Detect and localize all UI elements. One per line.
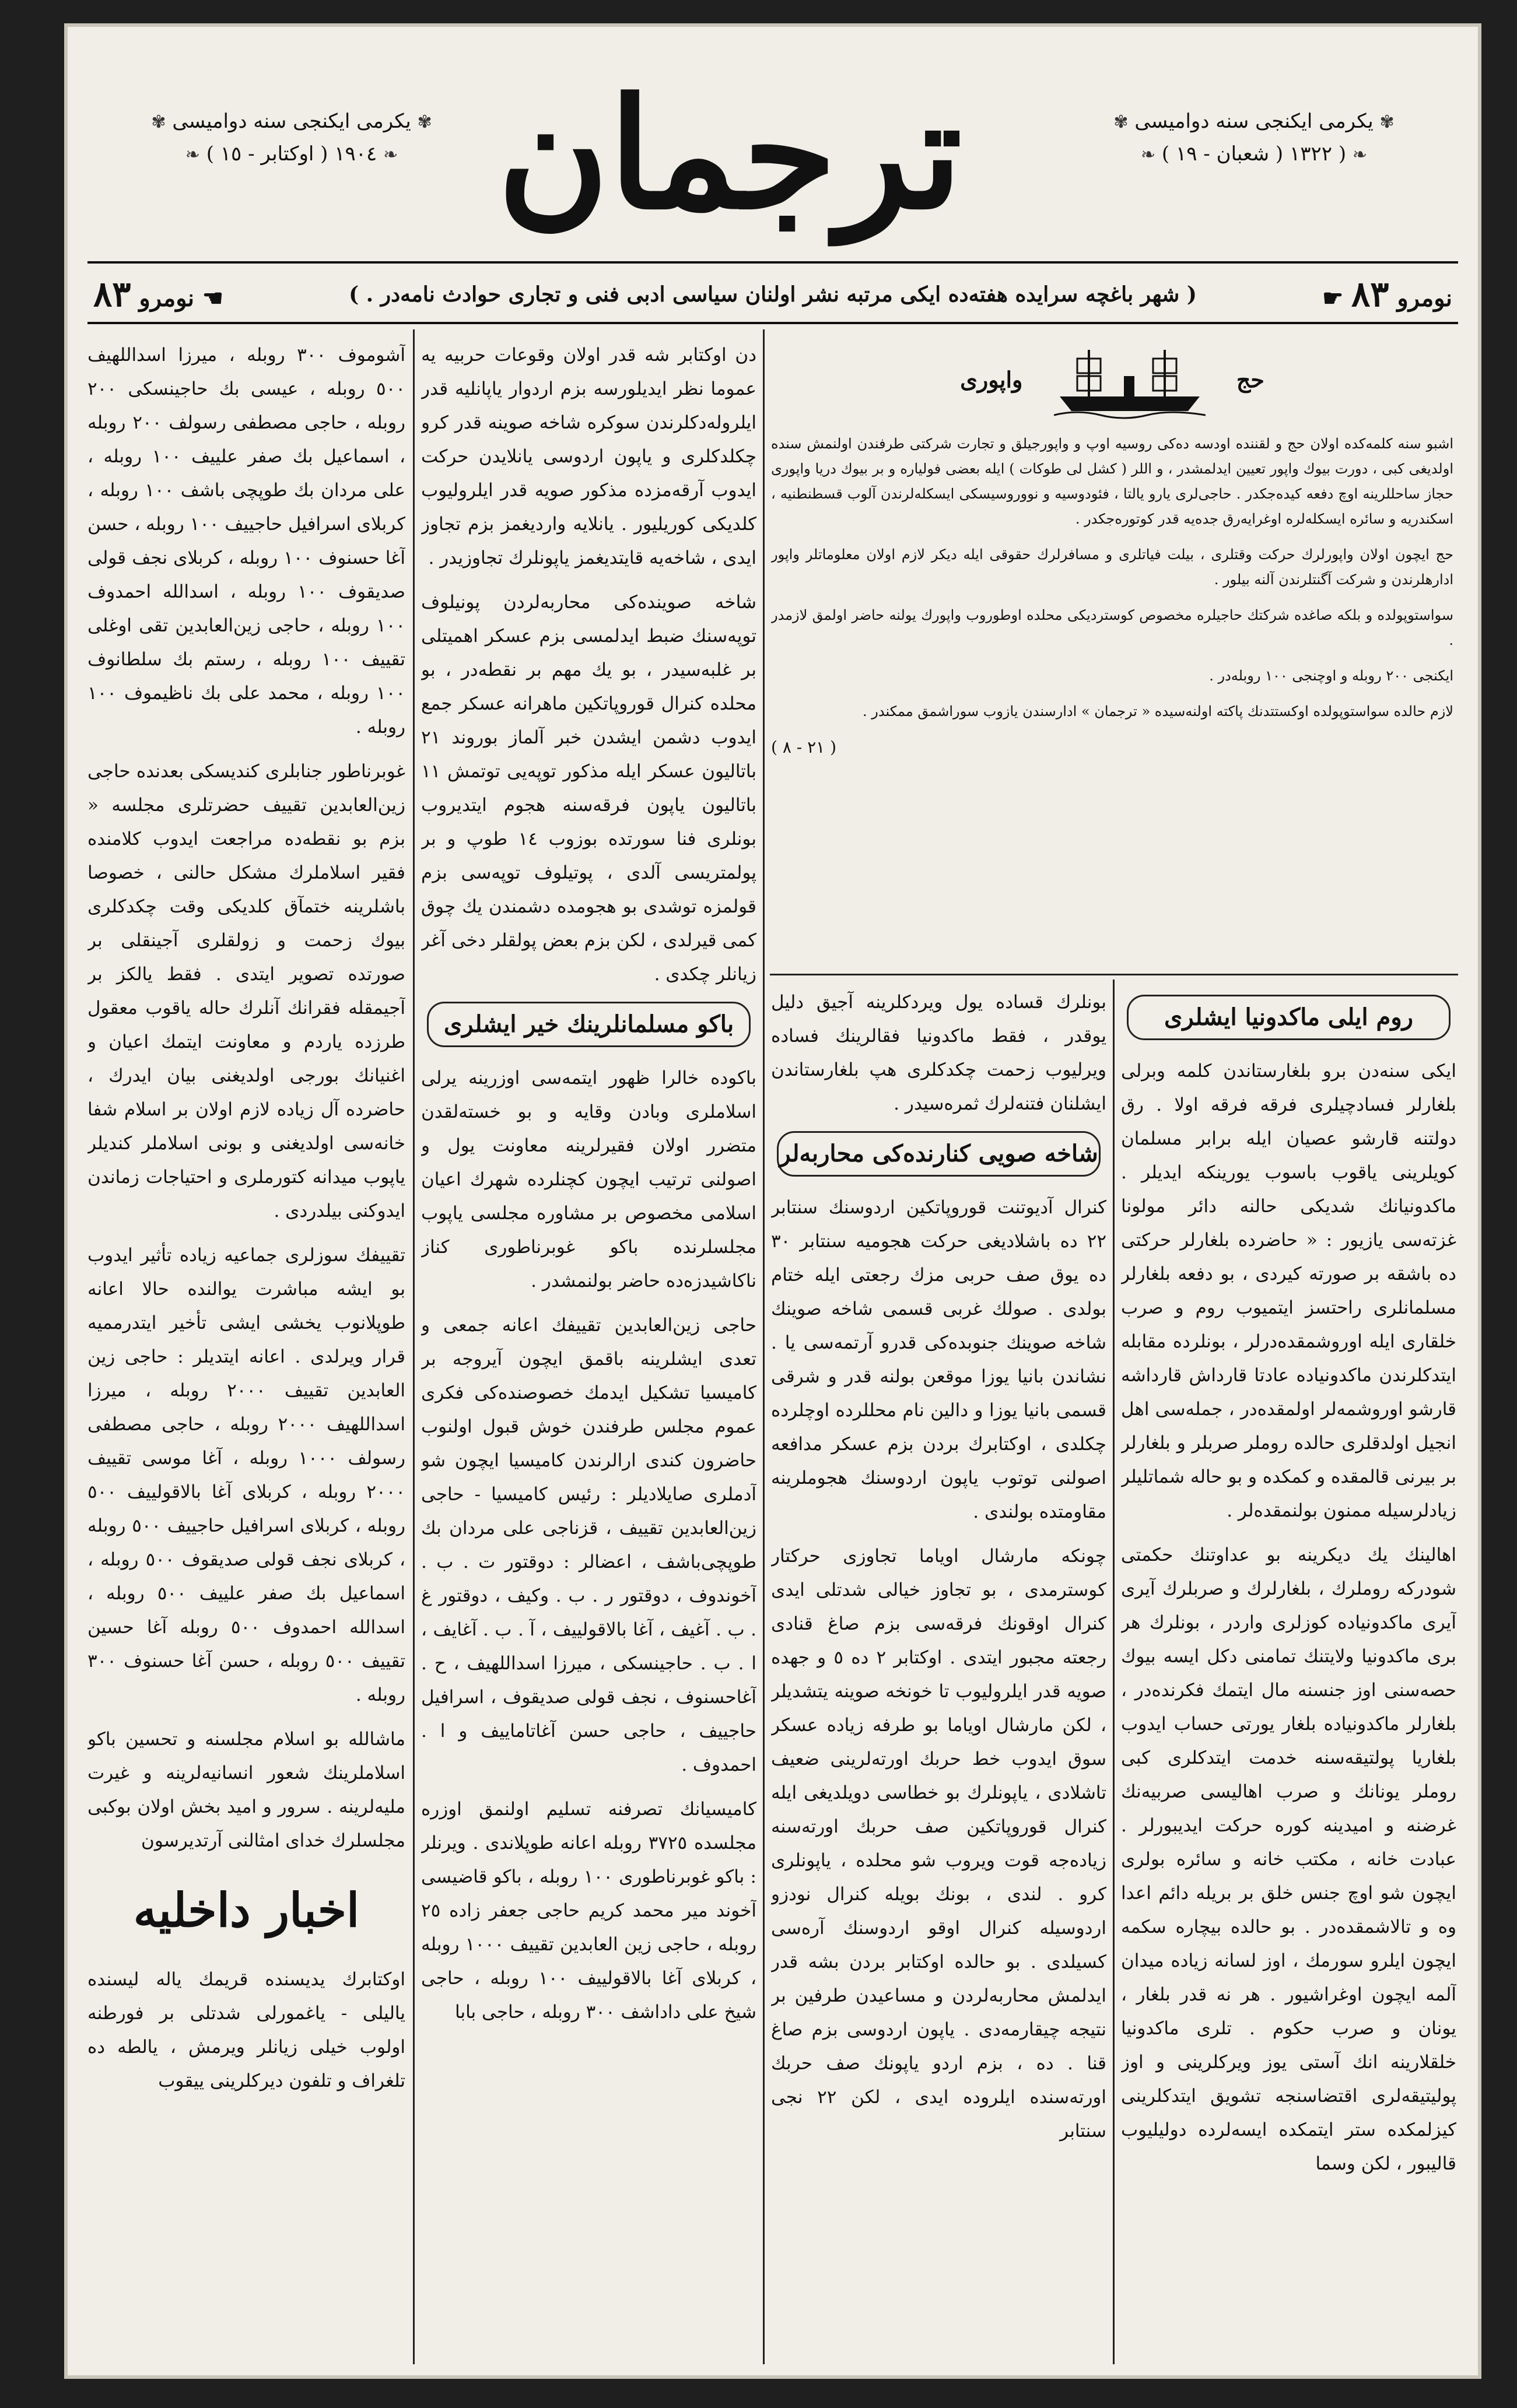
ornament-icon: ❧ <box>1140 145 1156 165</box>
macedonia-heading: روم ایلی ماکدونیا ایشلری <box>1127 995 1451 1040</box>
baku-charity-heading: باکو مسلمانلرینك خیر ایشلری <box>427 1002 751 1047</box>
column-divider <box>763 329 765 2364</box>
ornament-icon: ❧ <box>185 145 200 165</box>
hajj-steamer-notice <box>771 338 1453 968</box>
info-bar <box>87 268 1458 321</box>
issue-label: نومرو <box>1397 285 1452 312</box>
pointing-hand-icon: ☛ <box>1322 285 1344 312</box>
notice-title-left: واپوری <box>960 366 1023 393</box>
notice-title <box>771 344 1453 420</box>
column-3 <box>771 985 1106 2361</box>
ornament-icon: ❧ <box>383 145 398 165</box>
macedonia-part-1: ایکی سنه‌دن برو بلغارستاندن کلمه وبرلی بلغارلر فسادچیلری فرقه فرقه اولا . رق دولتنه قارشو عصیان ایله برابر مسلمان کویلرینی یاقوب باسوب یورینکه ایدیلر . ماکدونیانك شدیکی حالنه دائر مولونا غزته‌سی یازیور : « حاضرده بلغارلر حرکتی ده باشقه بر صورته کیردی ، بو دفعه بلغارلر مسلمانلری راحتسز ایتمیوب روم و صرب خلقاری ایله اوروشمقده‌درلر ، بونلرده مقابله ایتدکلرندن ماکدونیاده عادتا قارداش قارداشه قارشو اوروشمه‌لر اولمقده‌در ، جمله‌سی اهل انجیل اولدقلری حالده روملر صربلر و بلغارلر بر بیرنی قالمقده و کمکده و بو حاله شماتلیلر زیادلرسیله ممنون بولنمقده‌لر . <box>1121 1061 1456 1521</box>
right-ear-volume: یکرمی ایکنجی سنه دوامیسی <box>1134 110 1374 133</box>
baku-donations: کامیسیانك تصرفنه تسلیم اولنمق اوزره مجلسده ٣٧٢٥ روبله اعانه طوپلاندی . ویرنلر : باکو غوبرناطوری ١٠٠ روبله ، باکو قاضیسی آخوند میر محمد کریم حاجی جعفر زاده ٢٥ روبله ، حاجی زین العابدین تقییف ١٠٠٠ روبله ، کربلای آغا بالاقولییف ١٠٠ روبله ، حاجی شیخ علی داداشف ٣٠٠ روبله ، حاجی بابا <box>421 1799 756 2023</box>
storm-report: اوکتابرك یدیسنده قریمك یاله لیسنده یالیلی - یاغمورلی شدتلی بر فورطنه اولوب خیلی زیانلر ویرمش ، یالطه ده تلغراف و تلفون دیرکلرینی ییقوب <box>87 1969 405 2091</box>
notice-fares: ایکنجی ٢٠٠ روبله و اوچنجی ١٠٠ روبله‌در . <box>1209 668 1453 684</box>
masthead-rule-bottom <box>87 322 1458 324</box>
masthead-title: ترجمان <box>497 65 962 243</box>
column-2 <box>421 338 756 2361</box>
masthead-rule-top <box>87 261 1458 264</box>
notice-date-code: ( ٢١ - ٨ ) <box>771 738 837 757</box>
notice-footer: لازم حالده سواستوپولده اوکستتدنك پاکته اولنه‌سیده « ترجمان » ادارسندن یازوب سوراشمق ممکندر . <box>863 703 1453 719</box>
closing-remark: ماشالله بو اسلام مجلسنه و تحسین باکو اسلاملرینك شعور انسانیه‌لرینه و غیرت ملیه‌لرینه . سرور و امید بخش اولان بوکبی مجلسلرك خدای امثالنی آرتدیرسون <box>87 1729 405 1851</box>
war-events: دن اوکتابر شه قدر اولان وقوعات حربیه یه عموما نظر ایدیلورسه بزم اردوار یاپانلیه قدر ایلروله‌دکلرندن سوکره شاخه صوینه قدر کرو چکلدکلری و یاپون اردوسی یانلایدن حرکت ایدوب آرقه‌مزده مذکور صویه قدر ایلرولیوب کلدیکی کوریلیور . یانلایه واردیغمز بزم تجاوز ایدی ، شاخه‌یه قایتدیغمز یاپونلرك تجاوزیدر . <box>421 345 756 568</box>
steamship-icon <box>1054 344 1206 420</box>
notice-paragraph: سواستوپولده و بلکه صاغده شرکتك حاجیلره مخصوص کوستردیکی محلده اوطوروب واپورك یولنه حاضر اولمق لازمدر . <box>771 607 1453 648</box>
baku-commission: حاجی زین‌العابدین تقییفك اعانه جمعی و تعدی ایشلرینه باقمق ایچون آیروجه بر کامیسیا تشکیل ایدمك خصوصنده‌کی فکری عموم مجلس طرفندن خوش قبول اولنوب حاضرون کندی ارالرندن کامیسیا ایچون شو آدملری صایلادیلر : رئیس کامیسیا - حاجی زین‌العابدین تقییف ، قزناجی علی مردان بك طوپچی‌باشف ، اعضالر : دوقتور ت . ب . آخوندوف ، دوقتور ر . ب . وکیف ، دوقتور غ . ب . آغیف ، آغا بالاقولییف ، آ . ب . آغایف ، ا . ب . حاجینسکی ، میرزا اسداللهیف ، ح . آغاحسنوف ، نجف قولی صدیقوف ، اسرافیل حاجییف ، حاجی حسن آغاتاماییف و ا . احمدوف . <box>421 1315 756 1775</box>
right-ear-date: ( ١٣٢٢ ( شعبان - ١٩ ) <box>1161 142 1347 166</box>
issue-number: ٨٣ <box>93 274 131 315</box>
ornament-icon: ❧ <box>1352 145 1368 165</box>
column-divider <box>1113 980 1115 2364</box>
column-4 <box>1121 985 1456 2361</box>
notice-paragraph: اشبو سنه کلمه‌کده اولان حج و لقننده اودسه ده‌کی روسیه اوپ و واپورجیلق و تجارت شرکتی طرفندن اولنمش سنده اولدیغی کبی ، دورت بیوك واپور تعیین ایدلمشدر ، و اللر ( کشل لی طوکات ) ایله بعضی فولیاره و بر بیوك دریا واپوری حجاز ساحللرینه اوچ دفعه کیده‌جکدر . حاجی‌لری یارو یالتا ، فئودوسیه و نووروسیسکی ایسکله‌لرندن آلوب قسطنطنیه ، اسکندریه و سائره ایسکله‌لره اوغرایه‌رق جده‌یه قدر کوتوره‌جکدر . <box>771 436 1453 527</box>
newspaper-page <box>64 23 1481 2379</box>
right-ear <box>1067 105 1441 170</box>
issue-number: ٨٣ <box>1351 274 1389 315</box>
column-divider <box>413 329 415 2364</box>
macedonia-continued: بونلرك قساده یول ویردکلرینه آجیق دلیل یوقدر ، فقط ماکدونیا فقالرینك فساده ویرلیوب زحمت چکدکلری هپ بلغارستاندن ایشلنان فتنه‌لرك ثمره‌سیدر . <box>771 992 1106 1114</box>
ornament-icon: ✾ <box>1113 112 1129 132</box>
domestic-news-heading: اخبار داخلیه <box>133 1883 360 1937</box>
issue-label: نومرو <box>139 285 194 312</box>
left-ear <box>105 105 478 170</box>
oyama-advance: چونکه مارشال اویاما تجاوزی حرکتار کوسترمدی ، بو تجاوز خیالی شدتلی ایدی کنرال اوقونك فرقه‌سی بزم صاغ قنادی رجعته مجبور ایتدی . اوکتابر ٢ ده ٥ و جهده صویه قدر ایلرولیوب تا خونخه صوینه یتشدیلر ، لکن مارشال اویاما بو طرفه زیاده عسکر سوق ایدوب خط حربك اورته‌لرینی ضعیف تاشلادی ، یاپونلرك بو خطاسی دویلدیغی ایله کنرال قوروپاتکین صف حربك اورته‌سنه زیاده‌جه قوت ویروب شو محلده ، یاپونلری کرو . لندی ، بونك بویله کنرال نودزو اردوسیله کنرال اوقو اردوسنك آره‌سی کسیلدی . بو حالده اوکتابر بردن بشه قدر ایدلمش محاربه‌لردن و مساعیدن طرفین بر نتیجه چیقارمه‌دی . یاپون اردوسی بزم صاغ قنا . ده ، بزم اردو یاپونك صف حربك اورته‌سنده ایلروده ایدی ، لکن ٢٢ نجی سنتابر <box>771 1546 1106 2142</box>
ornament-icon: ✾ <box>1379 112 1395 132</box>
donors-continued: آشوموف ٣٠٠ روبله ، میرزا اسداللهیف ٥٠٠ روبله ، عیسی بك حاجینسکی ٢٠٠ روبله ، حاجی مصطفی رسولف ٢٠٠ روبله ، اسماعیل بك صفر علییف ١٠٠ روبله ، علی مردان بك طوپچی باشف ١٠٠ روبله ، کربلای اسرافیل حاجییف ١٠٠ روبله ، حسن آغا حسنوف ١٠٠ روبله ، کربلای نجف قولی صدیقوف ١٠٠ روبله ، اسدالله احمدوف ١٠٠ روبله ، حاجی زین‌العابدین تقی اوغلی تقییف ١٠٠ روبله ، رستم بك سلطانوف ١٠٠ روبله ، محمد علی بك ناظیموف ١٠٠ روبله . <box>87 345 405 738</box>
baku-meeting: باکوده خالرا ظهور ایتمه‌سی اوزرینه یرلی اسلاملری وبادن وقایه و بو خسته‌لقدن متضرر اولان فقیرلرینه معاونت یول و اصولنی ترتیب ایچون کچنلرده شهرك اعیان اسلامی مخصوص بر مشاوره مجلسی یاپوب مجلسلرنده باکو غوبرناطوری کناز ناکاشیدزه‌ده حاضر بولنمشدر . <box>421 1068 756 1291</box>
notice-divider <box>770 974 1458 975</box>
putilov-hill: شاخه صوینده‌کی محاربه‌لردن پونیلوف توپه‌سنك ضبط ایدلمسی بزم عسکر اهمیتلی بر غلبه‌سیدر ، بو یك مهم بر نقطه‌در ، بو محلده کنرال قوروپاتکین ماهرانه عسکر جمع ایدوب دشمن ایشدن خبر آلماز بوروند ٢١ باتالیون عسکر ایله مذکور توپه‌یی توتمش ١١ باتالیون یاپون فرقه‌سنه هجوم ایتدیروب بونلری فنا سورتده بوزوب ١٤ طوپ و بر پولمتریسی آلدی ، پوتیلوف توپه‌سی بزم قولمزه توشدی بو هجومده دشمندن یك چوق کمی قیرلدی ، لکن بزم بعض پولقلر دخی آغر زیانلر چکدی . <box>421 592 756 985</box>
donations-list: تقییفك سوزلری جماعیه زیاده تأثیر ایدوب بو ایشه مباشرت یوالنده حالا اعانه طوپلانوب یخشی ایشی تأخیر ایتدرممیه قرار ویرلدی . اعانه ایتدیلر : حاجی زین العابدین تقییف ٢٠٠٠ روبله ، میرزا اسداللهیف ٢٠٠٠ روبله ، حاجی مصطفی رسولف ١٠٠٠ روبله ، آغا موسی تقییف ٢٠٠٠ روبله ، کربلای آغا بالاقولییف ٥٠٠ روبله ، کربلای اسرافیل حاجییف ٥٠٠ روبله ، کربلای نجف قولی صدیقوف ٥٠٠ روبله ، اسماعیل بك صفر علییف ٥٠٠ روبله ، اسدالله احمدوف ٥٠٠ روبله آغا حسین تقییف ٥٠٠ روبله ، حسن آغا حسنوف ٣٠٠ روبله . <box>87 1245 405 1705</box>
left-ear-volume: یکرمی ایکنجی سنه دوامیسی <box>172 110 411 133</box>
issue-number-right <box>1316 274 1458 315</box>
pointing-hand-icon: ☚ <box>202 285 223 312</box>
left-ear-date: ١٩٠٤ ( اوکتابر - ١٥ ) <box>206 142 377 166</box>
column-1 <box>87 338 405 2361</box>
tagline: ( شهر باغچه سرایده هفته‌ده ایکی مرتبه نشر اولنان سیاسی ادبی فنی و تجاری حوادث نامه‌در . ) <box>349 282 1197 307</box>
notice-body <box>771 431 1453 760</box>
kuropatkin-offensive: کنرال آدیوتنت قوروپاتکین اردوسنك سنتابر ٢٢ ده باشلادیغی حرکت هجومیه سنتابر ٣٠ ده یوق صف حربی مزك رجعتی ایله ختام بولدی . صولك غربی قسمی شاخه صوینك شاخه صوینك جنوبده‌کی قدرو آرتمه‌سی یا . نشاندن بانیا یوزا موقعن بولنه قدر و شرقی قسمی بانیا یوزا و دالین نام محللرده اوچلرده چکلدی ، اوکتابرك بردن بزم عسکر مدافعه اصولنی توتوب یاپون اردوسنك هجوملرینه مقاومتده بولندی . <box>771 1197 1106 1522</box>
governor-speech: غوبرناطور جنابلری کندیسکی بعدنده حاجی زین‌العابدین تقییف حضرتلری مجلسه « بزم بو نقطه‌ده مراجعت ایدوب کلامنده فقیر اسلاملرك مشکل حالنی ، خصوصا باشلرینه ختمآق کلدیکی وقت چکدکلری بیوك زحمت و زولقلری آجینقلی بر صورتده تصویر ایتدی . فقط یالکز بر آجیمقله فقرانك آنلرك حاله یاقوب معقول طرزده یاردم و معاونت ایتمك اعیان و اغنیانك بورجی اولدیغنی بیان ایدرك ، حاضرده آل زیاده لازم اولان بر اسلام شفا خانه‌سی اولدیغنی و بونی اسلاملر کندیلر یاپوب میدانه کتورملری و احتیاجات زماندن ایدوکنی بیلدردی . <box>87 761 405 1221</box>
ornament-icon: ✾ <box>151 112 166 132</box>
shahe-battles-heading: شاخه صویی کنارنده‌کی محاربه‌لر <box>777 1131 1101 1177</box>
notice-paragraph: حج ایچون اولان واپورلرك حرکت وقتلری ، بیلت فیاتلری و مسافرلرك حقوقی ایله دیکر لازم اولان معلوماتلر واپور ادارهلرندن و شرکت آگنتلرندن آلنه بیلور . <box>771 546 1453 588</box>
ornament-icon: ✾ <box>417 112 432 132</box>
issue-number-left <box>87 274 229 315</box>
macedonia-part-2: اهالینك یك دیکرینه بو عداوتنك حکمتی شودرکه روملرك ، بلغارلرك و صربلرك آیری آیری ماکدونیاده کوزلری واردر ، بونلرك هر بری ماکدونیا ولایتنك تمامنی دکل ایسه بیوك حصه‌سنی اوز جنسنه مال ایتمك فکرنده‌در ، بلغارلر ماکدونیاده بلغار یورتی حساب ایدوب بلغاریا پولتیقه‌سنه خدمت ایتدکلری کبی روملر یونانك و صرب اهالیسی صربیه‌نك غرضنه و امیدینه کوره حرکت ایدیبورلر . عبادت خانه ، مکتب خانه و سائره بولری ایچون شو اوچ جنس خلق بر بریله دائم اعدا وه و تالاشمقده‌در . بو حالده بیچاره سکمه ایچون ایلرو سورمك ، اوز لسانه زیاده میدان آلمه ایچون اوغراشیور . هر نه قدر بلغار ، یونان و صرب حکوم . تلری ماکدونیا خلقلارینه انك آستی یوز ویرکلرینی و اوز پولیتیقه‌لری اقتضاسنجه تشویق ایتدکلرینی کیزلمکده ستر ایتمکده ایسه‌لرده دولیلیوب قالیبور ، لکن وسما <box>1121 1545 1456 2174</box>
notice-title-right: حج <box>1236 366 1264 393</box>
